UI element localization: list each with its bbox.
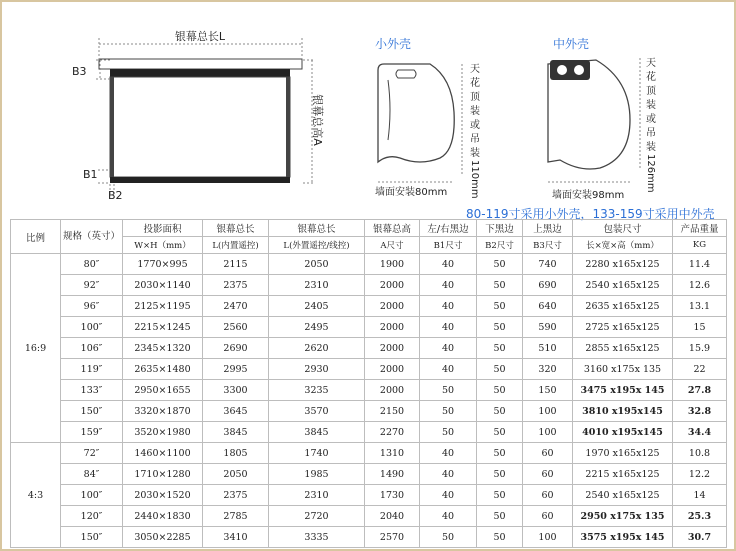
cell-kg: 27.8 [673, 380, 727, 401]
cell-b2: 50 [477, 422, 523, 443]
cell-kg: 22 [673, 359, 727, 380]
cell-size: 100″ [61, 485, 123, 506]
small-case-profile [378, 64, 454, 162]
cell-l-out: 2310 [269, 485, 365, 506]
cell-pack: 3475 x195x 145 [573, 380, 673, 401]
total-height-label: 银幕总高A [311, 94, 324, 146]
cell-l-out: 2050 [269, 254, 365, 275]
cell-b2: 50 [477, 338, 523, 359]
cell-l-in: 2560 [203, 317, 269, 338]
cell-kg: 14 [673, 485, 727, 506]
cell-b3: 100 [523, 422, 573, 443]
header-area-unit: W×H（mm） [123, 237, 203, 254]
cell-l-in: 3300 [203, 380, 269, 401]
cell-b2: 50 [477, 296, 523, 317]
cell-a: 1900 [365, 254, 420, 275]
cell-size: 100″ [61, 317, 123, 338]
header-length-in: 银幕总长 [203, 220, 269, 237]
cell-l-out: 2620 [269, 338, 365, 359]
cell-a: 2000 [365, 380, 420, 401]
cell-b1: 40 [420, 338, 477, 359]
cell-b2: 50 [477, 506, 523, 527]
b2-label: B2 [108, 189, 123, 202]
cell-b1: 40 [420, 275, 477, 296]
header-b2: 下黑边 [477, 220, 523, 237]
cell-area: 1770×995 [123, 254, 203, 275]
cell-area: 2345×1320 [123, 338, 203, 359]
cell-kg: 13.1 [673, 296, 727, 317]
cell-pack: 3160 x175x 135 [573, 359, 673, 380]
cell-pack: 2280 x165x125 [573, 254, 673, 275]
cell-size: 72″ [61, 443, 123, 464]
cell-area: 2030×1140 [123, 275, 203, 296]
table-row [11, 254, 727, 275]
cell-b1: 50 [420, 527, 477, 548]
cell-kg: 11.4 [673, 254, 727, 275]
table-row [11, 527, 727, 548]
cell-area: 3320×1870 [123, 401, 203, 422]
cell-kg: 34.4 [673, 422, 727, 443]
cell-b1: 40 [420, 296, 477, 317]
cell-b2: 50 [477, 254, 523, 275]
cell-area: 2440×1830 [123, 506, 203, 527]
cell-pack: 3810 x195x145 [573, 401, 673, 422]
svg-text:装: 装 [646, 142, 656, 153]
table-row [11, 422, 727, 443]
cell-a: 2570 [365, 527, 420, 548]
table-row [11, 338, 727, 359]
cell-area: 1460×1100 [123, 443, 203, 464]
cell-l-in: 3845 [203, 422, 269, 443]
cell-b2: 50 [477, 485, 523, 506]
cell-b2: 50 [477, 380, 523, 401]
header-b3: 上黑边 [523, 220, 573, 237]
cell-kg: 15.9 [673, 338, 727, 359]
cell-l-out: 3235 [269, 380, 365, 401]
cell-area: 2635×1480 [123, 359, 203, 380]
svg-text:花: 花 [646, 72, 656, 83]
b1-label: B1 [83, 168, 98, 181]
header-pack-unit: 长×宽×高（mm） [573, 237, 673, 254]
svg-text:天: 天 [646, 58, 656, 69]
cell-l-in: 2375 [203, 485, 269, 506]
cell-b2: 50 [477, 527, 523, 548]
cell-l-out: 1740 [269, 443, 365, 464]
header-b1-unit: B1尺寸 [420, 237, 477, 254]
cell-b3: 60 [523, 443, 573, 464]
cell-l-out: 3335 [269, 527, 365, 548]
cell-b3: 740 [523, 254, 573, 275]
table-row [11, 506, 727, 527]
cell-l-in: 2050 [203, 464, 269, 485]
svg-text:顶: 顶 [470, 92, 480, 103]
cell-area: 1710×1280 [123, 464, 203, 485]
svg-text:顶: 顶 [646, 86, 656, 97]
cell-size: 84″ [61, 464, 123, 485]
cell-area: 2030×1520 [123, 485, 203, 506]
table-row [11, 359, 727, 380]
cell-b1: 40 [420, 359, 477, 380]
small-case-side-text [469, 63, 481, 199]
cell-area: 2215×1245 [123, 317, 203, 338]
screen-surface [110, 77, 290, 177]
cell-b3: 590 [523, 317, 573, 338]
table-row [11, 464, 727, 485]
cell-size: 150″ [61, 401, 123, 422]
cell-b1: 50 [420, 380, 477, 401]
cell-area: 2125×1195 [123, 296, 203, 317]
cell-pack: 1970 x165x125 [573, 443, 673, 464]
cell-l-out: 2405 [269, 296, 365, 317]
cell-size: 92″ [61, 275, 123, 296]
cell-l-out: 2310 [269, 275, 365, 296]
table-row [11, 296, 727, 317]
header-b2-unit: B2尺寸 [477, 237, 523, 254]
cell-pack: 2540 x165x125 [573, 275, 673, 296]
cell-size: 120″ [61, 506, 123, 527]
cell-b3: 640 [523, 296, 573, 317]
header-length-out-unit: L(外置遥控/线控) [269, 237, 365, 254]
cell-b3: 320 [523, 359, 573, 380]
small-case-title: 小外壳 [375, 37, 412, 51]
cell-l-out: 2720 [269, 506, 365, 527]
svg-text:装: 装 [470, 106, 480, 117]
cell-b3: 510 [523, 338, 573, 359]
top-black-border [110, 69, 290, 77]
cell-l-in: 2995 [203, 359, 269, 380]
small-case-wall-label: 墙面安装80mm [375, 187, 448, 198]
cell-size: 150″ [61, 527, 123, 548]
table-row [11, 401, 727, 422]
svg-text:或: 或 [470, 120, 480, 131]
cell-b2: 50 [477, 275, 523, 296]
b3-label: B3 [72, 65, 87, 78]
ratio-cell: 4:3 [11, 443, 61, 548]
svg-text:126mm: 126mm [645, 154, 656, 193]
cell-l-out: 3570 [269, 401, 365, 422]
cell-b1: 40 [420, 506, 477, 527]
cell-a: 2000 [365, 275, 420, 296]
header-length-in-unit: L(内置遥控) [203, 237, 269, 254]
cell-b1: 40 [420, 485, 477, 506]
header-height: 银幕总高 [365, 220, 420, 237]
cell-l-out: 2495 [269, 317, 365, 338]
header-pack: 包装尺寸 [573, 220, 673, 237]
bottom-bar [110, 177, 290, 183]
cell-size: 133″ [61, 380, 123, 401]
cell-l-in: 3645 [203, 401, 269, 422]
cell-area: 3520×1980 [123, 422, 203, 443]
cell-area: 3050×2285 [123, 527, 203, 548]
total-length-label: 银幕总长L [174, 30, 226, 43]
header-weight-unit: KG [673, 237, 727, 254]
cell-b1: 50 [420, 401, 477, 422]
cell-a: 2040 [365, 506, 420, 527]
cell-b2: 50 [477, 359, 523, 380]
cell-kg: 15 [673, 317, 727, 338]
cell-l-in: 1805 [203, 443, 269, 464]
cell-pack: 2635 x165x125 [573, 296, 673, 317]
case-note: 80-119寸采用小外壳，133-159寸采用中外壳 [466, 207, 715, 221]
cell-l-out: 1985 [269, 464, 365, 485]
svg-text:装: 装 [470, 148, 480, 159]
cell-l-in: 2115 [203, 254, 269, 275]
cell-l-out: 2930 [269, 359, 365, 380]
header-ratio: 比例 [11, 220, 61, 254]
cell-b3: 150 [523, 380, 573, 401]
cell-kg: 12.2 [673, 464, 727, 485]
screen-case [99, 59, 302, 69]
cell-size: 106″ [61, 338, 123, 359]
ratio-cell: 16:9 [11, 254, 61, 443]
cell-kg: 12.6 [673, 275, 727, 296]
cell-pack: 2540 x165x125 [573, 485, 673, 506]
table-row [11, 317, 727, 338]
cell-b3: 100 [523, 527, 573, 548]
cell-kg: 30.7 [673, 527, 727, 548]
cell-b3: 100 [523, 401, 573, 422]
cell-a: 2150 [365, 401, 420, 422]
svg-text:110mm: 110mm [469, 160, 480, 199]
cell-kg: 25.3 [673, 506, 727, 527]
cell-pack: 3575 x195x 145 [573, 527, 673, 548]
header-weight: 产品重量 [673, 220, 727, 237]
cell-kg: 32.8 [673, 401, 727, 422]
header-size: 规格（英寸） [61, 220, 123, 254]
cell-b3: 690 [523, 275, 573, 296]
svg-text:吊: 吊 [470, 134, 480, 145]
cell-l-out: 3845 [269, 422, 365, 443]
spec-table [10, 219, 727, 548]
svg-text:花: 花 [470, 78, 480, 89]
cell-b1: 40 [420, 464, 477, 485]
table-row [11, 275, 727, 296]
cell-pack: 2215 x165x125 [573, 464, 673, 485]
cell-b1: 40 [420, 317, 477, 338]
header-b3-unit: B3尺寸 [523, 237, 573, 254]
cell-l-in: 2375 [203, 275, 269, 296]
cell-size: 80″ [61, 254, 123, 275]
header-length-out: 银幕总长 [269, 220, 365, 237]
cell-a: 2000 [365, 338, 420, 359]
table-row [11, 380, 727, 401]
svg-text:天: 天 [470, 64, 480, 75]
cell-pack: 2950 x175x 135 [573, 506, 673, 527]
dimension-diagram [0, 0, 736, 218]
cell-a: 1730 [365, 485, 420, 506]
cell-b2: 50 [477, 317, 523, 338]
cell-pack: 4010 x195x145 [573, 422, 673, 443]
cell-size: 159″ [61, 422, 123, 443]
cell-b2: 50 [477, 401, 523, 422]
cell-l-in: 2470 [203, 296, 269, 317]
mid-case-wall-label: 墙面安装98mm [552, 190, 625, 201]
cell-l-in: 2785 [203, 506, 269, 527]
svg-text:吊: 吊 [646, 128, 656, 139]
mid-case-side-text [645, 57, 657, 193]
cell-b3: 60 [523, 464, 573, 485]
cell-a: 2000 [365, 359, 420, 380]
cell-pack: 2725 x165x125 [573, 317, 673, 338]
header-b1: 左/右黑边 [420, 220, 477, 237]
cell-a: 1490 [365, 464, 420, 485]
svg-text:装: 装 [646, 100, 656, 111]
cell-size: 119″ [61, 359, 123, 380]
cell-b1: 50 [420, 422, 477, 443]
cell-b3: 60 [523, 506, 573, 527]
cell-area: 2950×1655 [123, 380, 203, 401]
svg-text:或: 或 [646, 114, 656, 125]
table-row [11, 443, 727, 464]
cell-a: 1310 [365, 443, 420, 464]
cell-a: 2000 [365, 296, 420, 317]
cell-kg: 10.8 [673, 443, 727, 464]
cell-b1: 40 [420, 443, 477, 464]
cell-pack: 2855 x165x125 [573, 338, 673, 359]
cell-a: 2000 [365, 317, 420, 338]
cell-b2: 50 [477, 464, 523, 485]
cell-l-in: 3410 [203, 527, 269, 548]
cell-b1: 40 [420, 254, 477, 275]
cell-b3: 60 [523, 485, 573, 506]
cell-b2: 50 [477, 443, 523, 464]
header-height-unit: A尺寸 [365, 237, 420, 254]
cell-l-in: 2690 [203, 338, 269, 359]
table-row [11, 485, 727, 506]
cell-a: 2270 [365, 422, 420, 443]
header-area: 投影面积 [123, 220, 203, 237]
mid-case-title: 中外壳 [553, 37, 590, 51]
header-row-1 [11, 220, 727, 237]
cell-size: 96″ [61, 296, 123, 317]
